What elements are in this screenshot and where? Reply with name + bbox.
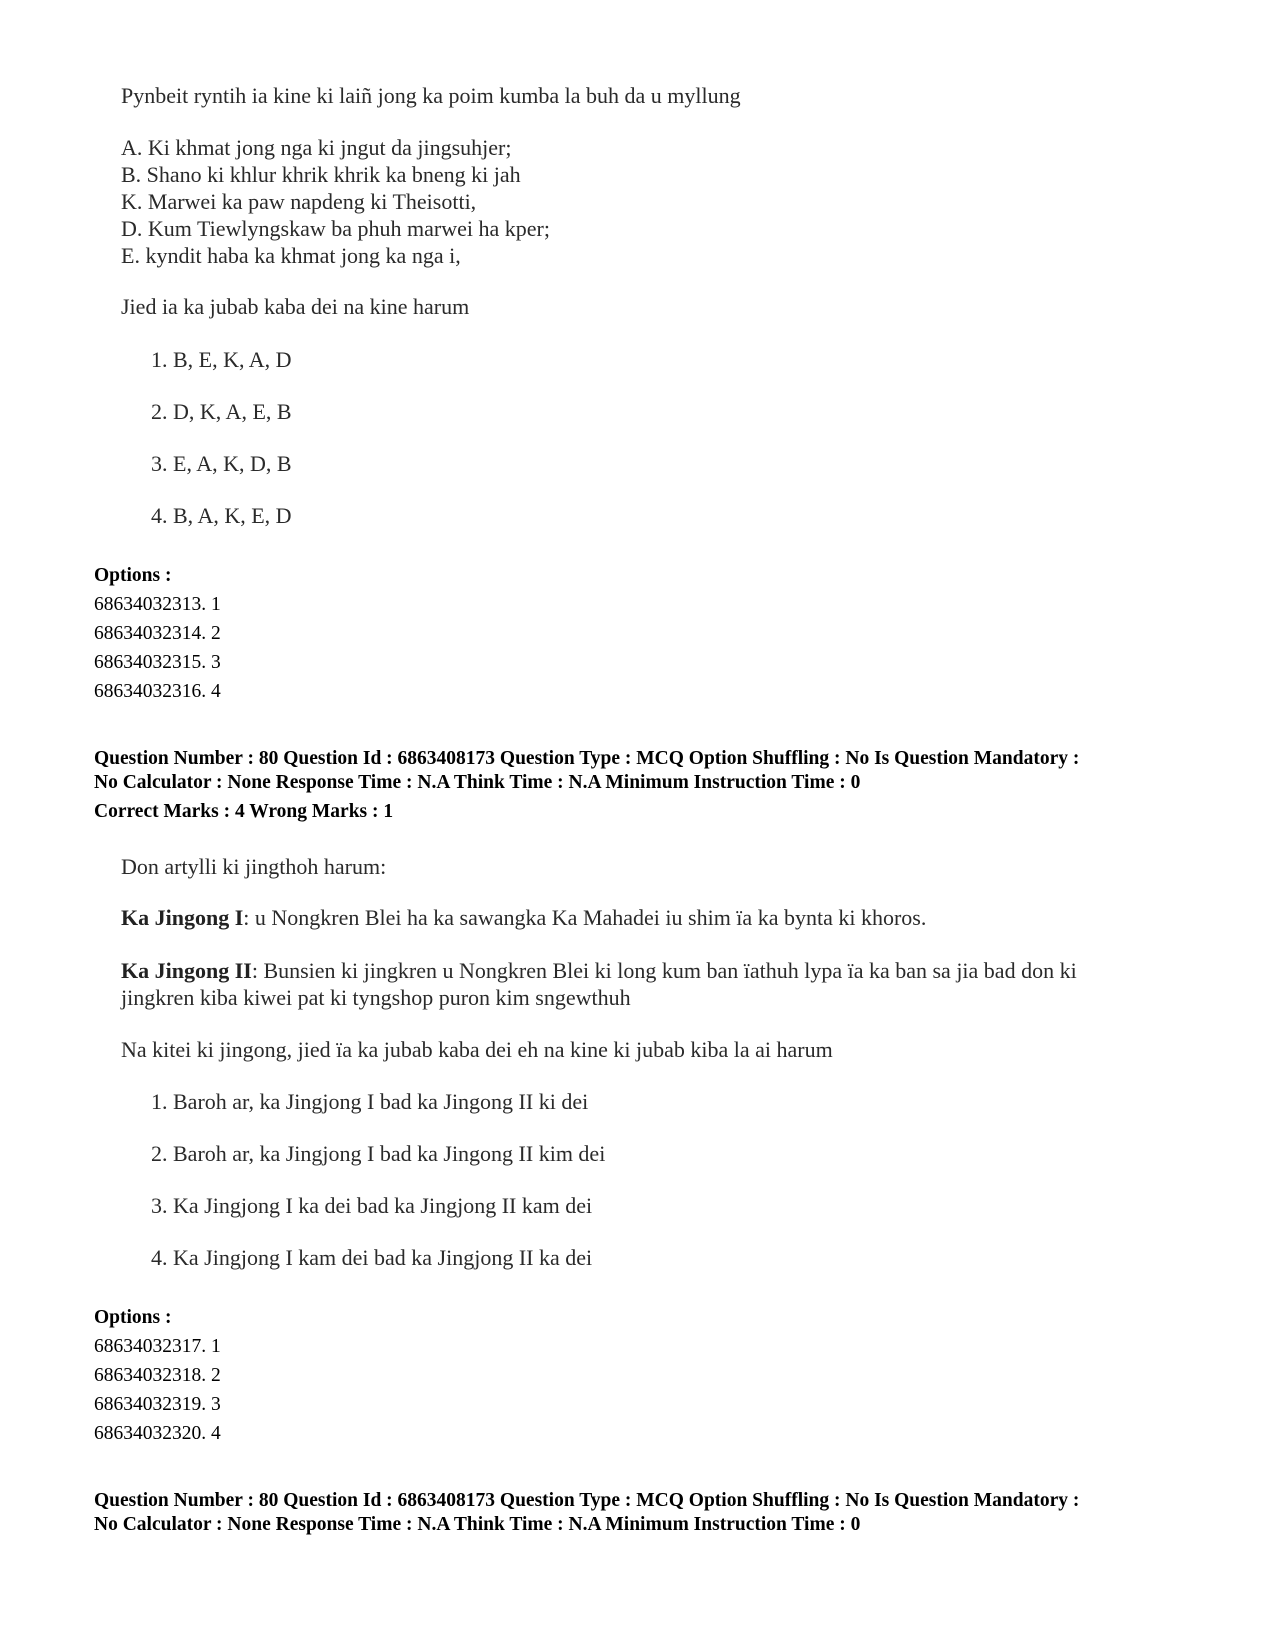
- q79-options-heading: Options :: [94, 565, 172, 586]
- q80-statement-2: [121, 960, 1077, 982]
- q80-option-1: 68634032317. 1: [94, 1336, 221, 1357]
- q79-line-e: E. kyndit haba ka khmat jong ka nga i,: [121, 243, 461, 268]
- q79-choice-2: 2. D, K, A, E, B: [151, 399, 292, 424]
- q80-instruction: Na kitei ki jingong, jied ïa ka jubab kaba dei eh na kine ki jubab kiba la ai harum: [121, 1037, 833, 1062]
- q79-choice-3: 3. E, A, K, D, B: [151, 451, 292, 476]
- q80-choice-3: 3. Ka Jingjong I ka dei bad ka Jingjong II kam dei: [151, 1193, 593, 1218]
- q79-option-1: 68634032313. 1: [94, 594, 221, 615]
- q81-meta-line-2: No Calculator : None Response Time : N.A Think Time : N.A Minimum Instruction Time : 0: [94, 1514, 861, 1535]
- q80-statement-2-text: : Bunsien ki jingkren u Nongkren Blei ki long kum ban ïathuh lypa ïa ka ban sa jia bad don ki: [251, 958, 1077, 983]
- q80-statement-1-label: Ka Jingong I: [121, 905, 244, 930]
- q79-line-k: K. Marwei ka paw napdeng ki Theisotti,: [121, 189, 477, 214]
- q79-line-d: D. Kum Tiewlyngskaw ba phuh marwei ha kper;: [121, 216, 550, 241]
- q80-statement-1: [121, 907, 926, 929]
- q80-statement-2-label: Ka Jingong II: [121, 958, 252, 983]
- q80-statement-1-text: : u Nongkren Blei ha ka sawangka Ka Mahadei iu shim ïa ka bynta ki khoros.: [243, 905, 927, 930]
- q80-option-3: 68634032319. 3: [94, 1394, 221, 1415]
- q80-option-4: 68634032320. 4: [94, 1423, 221, 1444]
- q79-option-2: 68634032314. 2: [94, 623, 221, 644]
- q79-choice-1: 1. B, E, K, A, D: [151, 347, 292, 372]
- q79-option-3: 68634032315. 3: [94, 652, 221, 673]
- q79-instruction: Jied ia ka jubab kaba dei na kine harum: [121, 294, 470, 319]
- q79-line-b: B. Shano ki khlur khrik khrik ka bneng ki jah: [121, 162, 521, 187]
- q79-option-4: 68634032316. 4: [94, 681, 221, 702]
- q80-choice-4: 4. Ka Jingjong I kam dei bad ka Jingjong II ka dei: [151, 1245, 593, 1270]
- q79-line-a: A. Ki khmat jong nga ki jngut da jingsuhjer;: [121, 135, 512, 160]
- q80-meta-line-2: No Calculator : None Response Time : N.A Think Time : N.A Minimum Instruction Time : 0: [94, 772, 861, 793]
- q80-choice-1: 1. Baroh ar, ka Jingjong I bad ka Jingong II ki dei: [151, 1089, 589, 1114]
- q80-marks: Correct Marks : 4 Wrong Marks : 1: [94, 801, 394, 822]
- q80-options-heading: Options :: [94, 1307, 172, 1328]
- q79-choice-4: 4. B, A, K, E, D: [151, 503, 292, 528]
- q80-choice-2: 2. Baroh ar, ka Jingjong I bad ka Jingong II kim dei: [151, 1141, 606, 1166]
- q80-statement-2-cont: jingkren kiba kiwei pat ki tyngshop puron kim sngewthuh: [121, 985, 631, 1010]
- q80-option-2: 68634032318. 2: [94, 1365, 221, 1386]
- q80-meta-line-1: Question Number : 80 Question Id : 6863408173 Question Type : MCQ Option Shuffling : No Is Question Mandatory :: [94, 748, 1080, 769]
- q81-meta-line-1: Question Number : 80 Question Id : 6863408173 Question Type : MCQ Option Shuffling : No Is Question Mandatory :: [94, 1490, 1080, 1511]
- q80-prompt: Don artylli ki jingthoh harum:: [121, 854, 387, 879]
- q79-prompt: Pynbeit ryntih ia kine ki laiñ jong ka poim kumba la buh da u myllung: [121, 83, 741, 108]
